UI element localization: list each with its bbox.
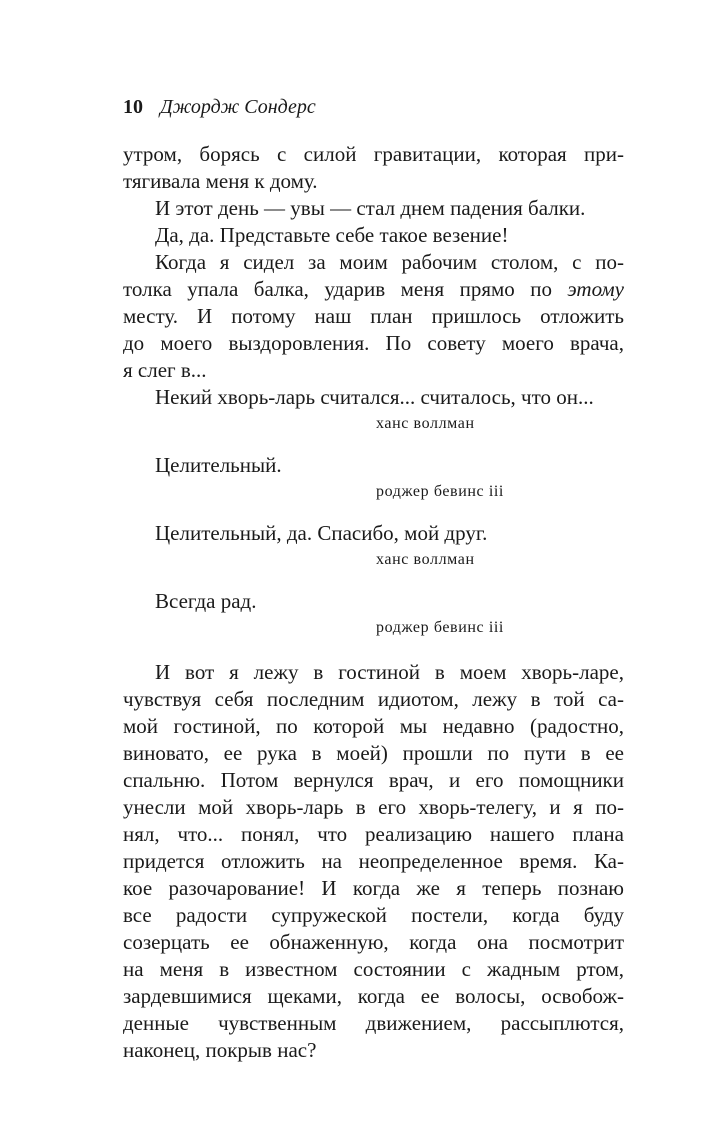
text-line: спальню. Потом вернулся врач, и его помощники xyxy=(123,768,624,792)
text-line xyxy=(123,276,624,303)
text-line: утром, борясь с силой гравитации, которая при- xyxy=(123,142,624,166)
running-head-author: Джордж Сондерс xyxy=(160,96,316,118)
text-line: на меня в известном состоянии с жадным ртом, xyxy=(123,957,624,981)
text-line: мой гостиной, по которой мы недавно (радостно, xyxy=(123,714,624,738)
text-line: Некий хворь-ларь считался... считалось, что он... xyxy=(155,385,594,409)
emphasized-word: этому xyxy=(567,277,624,301)
speaker-attribution: роджер бевинс iii xyxy=(376,483,504,500)
text-line: созерцать ее обнаженную, когда она посмотрит xyxy=(123,930,624,954)
text-line: тягивала меня к дому. xyxy=(123,169,318,193)
speaker-attribution: ханс воллман xyxy=(376,551,475,568)
text-line: нял, что... понял, что реализацию нашего плана xyxy=(123,822,624,846)
text-segment: толка упала балка, ударив меня прямо по xyxy=(123,277,568,301)
text-line: зардевшимися щеками, когда ее волосы, освобож- xyxy=(123,984,624,1008)
text-line: виновато, ее рука в моей) прошли по пути в ее xyxy=(123,741,624,765)
text-line: Когда я сидел за моим рабочим столом, с по- xyxy=(155,250,624,274)
text-line: И этот день — увы — стал днем падения балки. xyxy=(155,196,586,220)
speaker-attribution: ханс воллман xyxy=(376,415,475,432)
dialog-line: Целительный. xyxy=(155,453,282,477)
dialog-line: Всегда рад. xyxy=(155,589,257,613)
text-line: денные чувственным движением, рассыплются, xyxy=(123,1011,624,1035)
text-line: наконец, покрыв нас? xyxy=(123,1038,317,1062)
text-line: И вот я лежу в гостиной в моем хворь-ларе, xyxy=(155,660,624,684)
dialog-line: Целительный, да. Спасибо, мой друг. xyxy=(155,521,488,545)
text-line: чувствуя себя последним идиотом, лежу в той са- xyxy=(123,687,624,711)
text-line: придется отложить на неопределенное время. Ка- xyxy=(123,849,624,873)
page-number: 10 xyxy=(123,96,143,118)
text-line: месту. И потому наш план пришлось отложить xyxy=(123,304,624,328)
text-line: Да, да. Представьте себе такое везение! xyxy=(155,223,509,247)
text-line: я слег в... xyxy=(123,358,207,382)
text-line: кое разочарование! И когда же я теперь познаю xyxy=(123,876,624,900)
text-line: до моего выздоровления. По совету моего врача, xyxy=(123,331,624,355)
text-line: все радости супружеской постели, когда буду xyxy=(123,903,624,927)
page-header xyxy=(123,95,316,119)
text-line: унесли мой хворь-ларь в его хворь-телегу, и я по- xyxy=(123,795,624,819)
speaker-attribution: роджер бевинс iii xyxy=(376,619,504,636)
